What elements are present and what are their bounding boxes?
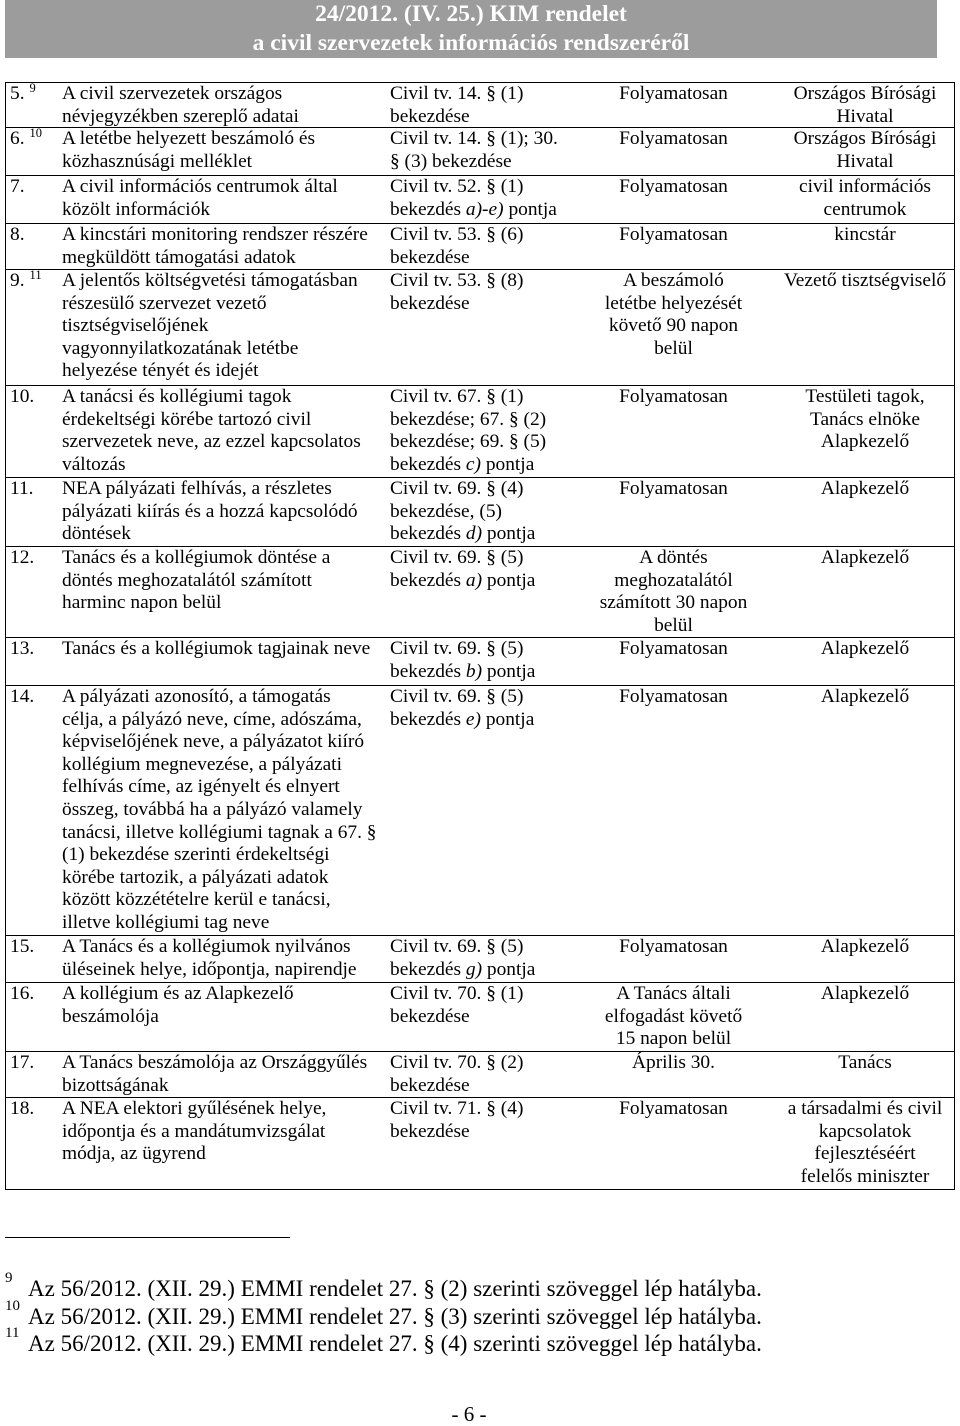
legal-basis-cell	[386, 983, 571, 1051]
legal-basis-line: Civil tv. 14. § (1); 30.	[390, 128, 558, 149]
responsible-line: Alapkezelő	[820, 936, 910, 957]
subject-line: A tanácsi és kollégiumi tagok	[62, 386, 292, 407]
legal-basis-line: Civil tv. 69. § (5)	[390, 686, 524, 707]
table-row	[6, 935, 954, 982]
subject-cell	[6, 478, 386, 546]
deadline-line: Folyamatosan	[619, 1098, 728, 1119]
line-fragment: bekezdés	[390, 708, 466, 730]
subject-cell	[6, 224, 386, 269]
row-number	[10, 547, 34, 570]
subject-line: üléseinek helye, időpontja, napirendje	[62, 958, 357, 980]
responsible-line: Hivatal	[836, 150, 894, 172]
legal-basis-line: bekezdése; 69. § (5)	[390, 431, 547, 453]
subject-line: (1) bekezdése szerinti érdekeltségi	[62, 844, 330, 866]
point-reference: g)	[465, 958, 483, 980]
table-row	[6, 1051, 954, 1097]
row-number	[10, 128, 42, 151]
deadline-cell	[571, 83, 776, 127]
responsible-line: Országos Bírósági	[793, 83, 937, 104]
subject-line: megküldött támogatási adatok	[62, 246, 296, 268]
responsible-cell	[776, 638, 954, 685]
subject-line: változás	[62, 453, 126, 475]
subject-line: döntések	[62, 523, 131, 545]
legal-basis-line	[390, 570, 571, 593]
subject-line: pályázati kiírás és a hozzá kapcsolódó	[62, 500, 358, 522]
row-number-text: 14.	[10, 686, 35, 707]
responsible-line: a társadalmi és civil	[787, 1098, 943, 1119]
responsible-cell	[776, 176, 954, 223]
subject-line: Tanács és a kollégiumok döntése a	[62, 547, 331, 568]
subject-line: közhasznúsági melléklet	[62, 150, 253, 172]
line-fragment: pontja	[482, 660, 536, 682]
legal-basis-cell	[386, 386, 571, 477]
subject-cell	[6, 1052, 386, 1097]
point-reference: a)-e)	[465, 198, 504, 220]
subject-line: célja, a pályázó neve, címe, adószáma,	[62, 708, 362, 730]
subject-line: Tanács és a kollégiumok tagjainak neve	[62, 638, 371, 659]
legal-basis-cell	[386, 176, 571, 223]
deadline-cell	[571, 386, 776, 477]
legal-basis-cell	[386, 1098, 571, 1189]
responsible-line: kincstár	[834, 224, 896, 245]
line-fragment: bekezdés	[390, 660, 466, 682]
row-number-text: 13.	[10, 638, 35, 659]
deadline-cell	[571, 983, 776, 1051]
footnotes	[0, 1270, 960, 1358]
row-number-text: 11.	[10, 478, 34, 499]
document-header	[5, 0, 937, 58]
footnote	[0, 1325, 960, 1358]
table-row	[6, 175, 954, 223]
subject-line: időpontja és a mandátumvizsgálat	[62, 1120, 326, 1142]
responsible-cell	[776, 83, 954, 127]
legal-basis-line: Civil tv. 71. § (4)	[390, 1098, 524, 1119]
legal-basis-line	[390, 709, 571, 732]
legal-basis-line: Civil tv. 69. § (5)	[390, 638, 524, 659]
deadline-line: belül	[654, 337, 693, 359]
row-number	[10, 83, 36, 106]
deadline-line: Folyamatosan	[619, 224, 728, 245]
deadline-line: belül	[654, 614, 693, 636]
subject-line: A kollégium és az Alapkezelő	[62, 983, 294, 1004]
responsible-line: Tanács elnöke	[809, 408, 921, 430]
subject-line: A Tanács és a kollégiumok nyilvános	[62, 936, 351, 957]
subject-cell	[6, 638, 386, 685]
subject-cell	[6, 83, 386, 127]
subject-line: körébe tartozik, a pályázati adatok	[62, 866, 329, 888]
legal-basis-line: Civil tv. 70. § (1)	[390, 983, 524, 1004]
legal-basis-line: Civil tv. 52. § (1)	[390, 176, 524, 197]
legal-basis-line: Civil tv. 53. § (8)	[390, 270, 524, 291]
row-number	[10, 224, 25, 247]
responsible-cell	[776, 224, 954, 269]
legal-basis-cell	[386, 270, 571, 385]
responsible-cell	[776, 983, 954, 1051]
legal-basis-line: Civil tv. 53. § (6)	[390, 224, 524, 245]
deadline-line: 15 napon belül	[615, 1028, 732, 1050]
subject-line: döntés meghozatalától számított	[62, 569, 312, 591]
legal-basis-line	[390, 959, 571, 982]
subject-line: A civil szervezetek országos	[62, 83, 283, 104]
deadline-cell	[571, 547, 776, 637]
row-number-text: 18.	[10, 1098, 35, 1119]
row-number-text: 6.	[10, 128, 25, 149]
subject-line: részesülő szervezet vezető	[62, 292, 267, 314]
row-number-text: 15.	[10, 936, 35, 957]
row-number	[10, 386, 34, 409]
table-row	[6, 127, 954, 175]
row-number-text: 7.	[10, 176, 25, 197]
footnote-mark: 9	[5, 1270, 13, 1286]
subject-line: kollégium megnevezése, a pályázati	[62, 753, 342, 775]
header-title: 24/2012. (IV. 25.) KIM rendelet	[315, 1, 627, 27]
subject-line: tisztségviselőjének	[62, 315, 209, 337]
subject-line: összeg, továbbá ha a pályázó valamely	[62, 798, 363, 820]
subject-cell	[6, 547, 386, 637]
subject-line: bizottságának	[62, 1074, 169, 1096]
row-number	[10, 176, 25, 199]
legal-basis-line: bekezdése; 67. § (2)	[390, 408, 547, 430]
legal-basis-cell	[386, 224, 571, 269]
subject-line: szervezetek neve, az ezzel kapcsolatos	[62, 431, 361, 453]
deadline-line: Folyamatosan	[619, 386, 728, 407]
legal-basis-line: bekezdése	[390, 1120, 470, 1142]
legal-basis-line	[390, 199, 571, 222]
row-number	[10, 1052, 34, 1075]
legal-basis-line: bekezdése	[390, 1074, 470, 1096]
legal-basis-line	[390, 454, 571, 477]
table-row	[6, 546, 954, 637]
table-row	[6, 982, 954, 1051]
deadline-line: A beszámoló	[623, 270, 724, 291]
legal-basis-cell	[386, 128, 571, 175]
deadline-line: Folyamatosan	[619, 478, 728, 499]
point-reference: a)	[465, 569, 483, 591]
legal-basis-line	[390, 523, 571, 546]
responsible-line: Tanács	[838, 1052, 892, 1073]
line-fragment: bekezdés	[390, 569, 466, 591]
responsible-line: civil információs	[799, 176, 931, 197]
deadline-cell	[571, 176, 776, 223]
deadline-line: Április 30.	[632, 1052, 715, 1073]
responsible-cell	[776, 270, 954, 385]
row-number-text: 5.	[10, 83, 25, 104]
line-fragment: bekezdés	[390, 958, 466, 980]
deadline-line: Folyamatosan	[619, 686, 728, 707]
subject-line: beszámolója	[62, 1005, 159, 1027]
subject-line: A pályázati azonosító, a támogatás	[62, 686, 331, 707]
row-number-text: 16.	[10, 983, 35, 1004]
responsible-cell	[776, 1098, 954, 1189]
point-reference: e)	[465, 708, 481, 730]
footnote-mark: 11	[5, 1325, 20, 1341]
deadline-line: Folyamatosan	[619, 176, 728, 197]
line-fragment: bekezdés	[390, 453, 466, 475]
legal-basis-cell	[386, 686, 571, 935]
row-number	[10, 638, 34, 661]
subject-line: A NEA elektori gyűlésének helye,	[62, 1098, 327, 1119]
line-fragment: pontja	[503, 198, 557, 220]
legal-basis-cell	[386, 936, 571, 982]
line-fragment: bekezdés	[390, 523, 466, 545]
point-reference: d)	[465, 523, 483, 545]
subject-cell	[6, 176, 386, 223]
responsible-cell	[776, 1052, 954, 1097]
legal-basis-line: bekezdése	[390, 292, 470, 314]
subject-line: között közzétételre kerül e tanácsi,	[62, 889, 331, 911]
row-number-text: 10.	[10, 386, 35, 407]
legal-basis-line: Civil tv. 69. § (5)	[390, 936, 524, 957]
line-fragment: pontja	[482, 958, 536, 980]
subject-line: közölt információk	[62, 198, 211, 220]
subject-line: illetve kollégiumi tag neve	[62, 911, 270, 933]
responsible-line: Alapkezelő	[820, 686, 910, 707]
responsible-line: Alapkezelő	[820, 983, 910, 1004]
deadline-cell	[571, 638, 776, 685]
legal-basis-line: Civil tv. 67. § (1)	[390, 386, 524, 407]
legal-basis-line: Civil tv. 70. § (2)	[390, 1052, 524, 1073]
subject-cell	[6, 270, 386, 385]
deadline-cell	[571, 686, 776, 935]
responsible-line: kapcsolatok	[818, 1120, 912, 1142]
page-number: - 6 -	[451, 1402, 487, 1426]
table-row	[6, 223, 954, 269]
deadline-line: meghozatalától	[614, 569, 733, 591]
deadline-line: Folyamatosan	[619, 83, 728, 104]
legal-basis-line	[390, 661, 571, 684]
row-number-text: 8.	[10, 224, 25, 245]
subject-line: harminc napon belül	[62, 592, 222, 614]
responsible-cell	[776, 478, 954, 546]
footnote-reference: 9	[29, 81, 36, 95]
responsible-line: Országos Bírósági	[793, 128, 937, 149]
deadline-cell	[571, 1052, 776, 1097]
footnote-reference: 10	[29, 126, 43, 140]
row-number	[10, 686, 34, 709]
responsible-line: fejlesztéséért	[814, 1143, 916, 1165]
row-number-text: 9.	[10, 270, 25, 291]
subject-cell	[6, 936, 386, 982]
subject-line: A letétbe helyezett beszámoló és	[62, 128, 316, 149]
legal-basis-line: bekezdése, (5)	[390, 500, 502, 522]
table-row	[6, 83, 954, 127]
responsible-cell	[776, 547, 954, 637]
point-reference: b)	[465, 660, 483, 682]
table-row	[6, 269, 954, 385]
deadline-line: Folyamatosan	[619, 128, 728, 149]
line-fragment: pontja	[482, 569, 536, 591]
responsible-line: Alapkezelő	[820, 547, 910, 568]
row-number	[10, 478, 34, 501]
footnote-text: Az 56/2012. (XII. 29.) EMMI rendelet 27. § (3) szerinti szöveggel lép hatályba.	[28, 1303, 762, 1329]
subject-line: felhívás címe, az igényelt és elnyert	[62, 776, 340, 798]
row-number	[10, 1098, 34, 1121]
subject-line: névjegyzékben szereplő adatai	[62, 105, 299, 127]
responsible-cell	[776, 128, 954, 175]
table-row	[6, 637, 954, 685]
table-row	[6, 1097, 954, 1189]
deadline-line: A döntés	[639, 547, 708, 568]
data-table	[5, 82, 955, 1190]
legal-basis-cell	[386, 638, 571, 685]
footnote	[0, 1297, 960, 1331]
deadline-line: A Tanács általi	[616, 983, 731, 1004]
line-fragment: pontja	[480, 453, 535, 475]
header-subtitle: a civil szervezetek információs rendszeréről	[252, 30, 690, 56]
subject-cell	[6, 983, 386, 1051]
deadline-cell	[571, 1098, 776, 1189]
footnote-separator	[5, 1237, 290, 1238]
responsible-line: Vezető tisztségviselő	[783, 270, 947, 291]
responsible-line: Alapkezelő	[820, 638, 910, 659]
subject-line: vagyonnyilatkozatának letétbe	[62, 337, 299, 359]
row-number	[10, 983, 34, 1006]
subject-cell	[6, 128, 386, 175]
row-number-text: 17.	[10, 1052, 35, 1073]
legal-basis-line: bekezdése	[390, 1005, 470, 1027]
subject-line: érdekeltségi körébe tartozó civil	[62, 408, 312, 430]
table-row	[6, 685, 954, 935]
responsible-line: Alapkezelő	[820, 478, 910, 499]
footnote-text: Az 56/2012. (XII. 29.) EMMI rendelet 27. § (4) szerinti szöveggel lép hatályba.	[28, 1331, 762, 1356]
line-fragment: bekezdés	[390, 198, 466, 220]
legal-basis-cell	[386, 1052, 571, 1097]
responsible-line: felelős miniszter	[800, 1165, 930, 1187]
deadline-cell	[571, 478, 776, 546]
deadline-line: letétbe helyezését	[604, 292, 743, 314]
deadline-line: Folyamatosan	[619, 936, 728, 957]
table-row	[6, 385, 954, 477]
responsible-line: Hivatal	[836, 105, 894, 127]
row-number	[10, 936, 34, 959]
responsible-line: Alapkezelő	[820, 431, 910, 453]
deadline-line: elfogadást követő	[604, 1005, 743, 1027]
responsible-line: centrumok	[823, 198, 907, 220]
legal-basis-line: bekezdése	[390, 246, 470, 268]
legal-basis-cell	[386, 478, 571, 546]
row-number	[10, 270, 42, 293]
subject-line: módja, az ügyrend	[62, 1143, 206, 1165]
subject-line: A Tanács beszámolója az Országgyűlés	[62, 1052, 368, 1073]
line-fragment: pontja	[480, 708, 535, 730]
subject-line: A civil információs centrumok által	[62, 176, 338, 197]
deadline-line: számított 30 napon	[599, 592, 748, 614]
subject-line: A jelentős költségvetési támogatásban	[62, 270, 358, 291]
footnote-reference: 11	[29, 268, 42, 282]
legal-basis-cell	[386, 547, 571, 637]
footnote-text: Az 56/2012. (XII. 29.) EMMI rendelet 27. § (2) szerinti szöveggel lép hatályba.	[28, 1276, 762, 1301]
subject-cell	[6, 686, 386, 935]
legal-basis-line: Civil tv. 14. § (1)	[390, 83, 524, 104]
footnote-mark: 10	[5, 1297, 20, 1314]
subject-line: képviselőjének neve, a pályázatot kiíró	[62, 731, 365, 753]
responsible-cell	[776, 386, 954, 477]
subject-line: tanácsi, illetve kollégiumi tagnak a 67. §	[62, 821, 377, 843]
deadline-line: követő 90 napon	[608, 315, 739, 337]
deadline-cell	[571, 224, 776, 269]
subject-line: A kincstári monitoring rendszer részére	[62, 224, 368, 245]
line-fragment: pontja	[482, 523, 536, 545]
deadline-cell	[571, 128, 776, 175]
row-number-text: 12.	[10, 547, 35, 568]
subject-line: helyezése tényét és idejét	[62, 360, 259, 382]
subject-line: NEA pályázati felhívás, a részletes	[62, 478, 332, 499]
subject-cell	[6, 386, 386, 477]
legal-basis-line: § (3) bekezdése	[390, 150, 512, 172]
responsible-cell	[776, 686, 954, 935]
table-row	[6, 477, 954, 546]
point-reference: c)	[465, 453, 481, 475]
responsible-cell	[776, 936, 954, 982]
legal-basis-line: Civil tv. 69. § (4)	[390, 478, 524, 499]
deadline-cell	[571, 270, 776, 385]
legal-basis-line: bekezdése	[390, 105, 470, 127]
subject-cell	[6, 1098, 386, 1189]
legal-basis-cell	[386, 83, 571, 127]
deadline-line: Folyamatosan	[619, 638, 728, 659]
footnote	[0, 1270, 960, 1303]
legal-basis-line: Civil tv. 69. § (5)	[390, 547, 524, 568]
responsible-line: Testületi tagok,	[805, 386, 925, 407]
deadline-cell	[571, 936, 776, 982]
